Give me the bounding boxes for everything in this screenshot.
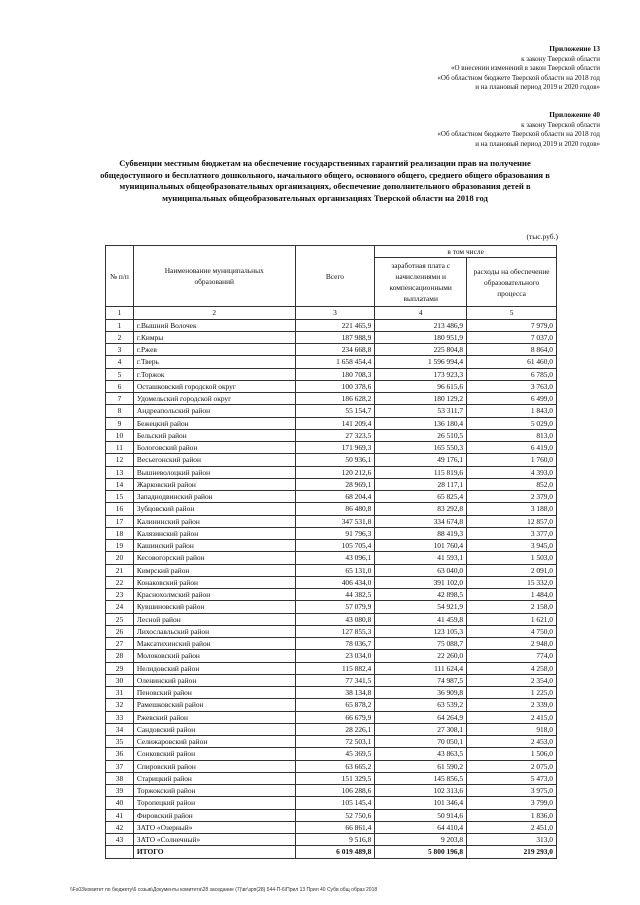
row-total: 186 628,2: [295, 393, 375, 405]
row-salary: 54 921,9: [375, 601, 467, 613]
appendix-line: «Об областном бюджете Тверской области на 2018 год: [437, 130, 600, 138]
row-total: 86 480,8: [295, 503, 375, 515]
appendix-13-header: [437, 44, 600, 93]
row-total: 105 145,4: [295, 797, 375, 809]
row-total: 27 323,5: [295, 429, 375, 441]
row-num: 26: [106, 625, 134, 637]
table-row: [106, 331, 557, 343]
row-expenses: 6 419,0: [467, 442, 557, 454]
row-total: 55 154,7: [295, 405, 375, 417]
file-path-footer: \\Fs03\комитет по бюджету\6 созыв\Документы комитета\28 заседание (7)\вг\зрп(28) 544-П-6\Прил 13 Прил 40 Субв общ образ 2018: [70, 887, 378, 893]
table-row: [106, 515, 557, 527]
table-row: [106, 429, 557, 441]
row-name: Кашинский район: [133, 540, 295, 552]
row-total: 100 378,6: [295, 380, 375, 392]
row-total: 57 079,9: [295, 601, 375, 613]
document-title: Субвенции местным бюджетам на обеспечение государственных гарантий реализации прав на получение общедоступного и бесплатного дошкольного, начального общего, основного общего, среднего общего образования в муниципальных общеобразовательных организациях, обеспечение дополнительного образования детей в муниципальных общеобразовательных организациях Тверской области на 2018 год: [100, 158, 550, 203]
row-num: 9: [106, 417, 134, 429]
row-num: 4: [106, 356, 134, 368]
row-num: 41: [106, 809, 134, 821]
row-total: 45 369,5: [295, 748, 375, 760]
table-row: [106, 503, 557, 515]
row-name: Селижаровский район: [133, 736, 295, 748]
row-name: Лихославльский район: [133, 625, 295, 637]
row-expenses: 2 075,0: [467, 760, 557, 772]
row-total: 28 969,1: [295, 478, 375, 490]
row-salary: 165 550,3: [375, 442, 467, 454]
table-row: [106, 601, 557, 613]
table-row: [106, 589, 557, 601]
row-expenses: 2 158,0: [467, 601, 557, 613]
row-salary: 225 804,8: [375, 344, 467, 356]
row-num: 29: [106, 662, 134, 674]
row-salary: 9 203,8: [375, 834, 467, 846]
row-total: 180 708,3: [295, 368, 375, 380]
table-row: [106, 785, 557, 797]
subsidies-table: [105, 245, 557, 859]
row-name: Осташковский городской округ: [133, 380, 295, 392]
row-total: 43 080,8: [295, 613, 375, 625]
table-row: [106, 417, 557, 429]
table-row: [106, 442, 557, 454]
row-name: Бельский район: [133, 429, 295, 441]
table-row: [106, 405, 557, 417]
row-expenses: 2 453,0: [467, 736, 557, 748]
table-row: [106, 834, 557, 846]
table-row: [106, 821, 557, 833]
total-total: 6 019 489,8: [295, 846, 375, 858]
row-salary: 96 615,6: [375, 380, 467, 392]
row-total: 23 034,0: [295, 650, 375, 662]
row-expenses: 2 354,0: [467, 674, 557, 686]
appendix-line: «Об областном бюджете Тверской области на 2018 год: [437, 73, 600, 82]
row-num: 18: [106, 527, 134, 539]
row-salary: 115 819,6: [375, 466, 467, 478]
row-salary: 70 050,1: [375, 736, 467, 748]
row-total: 187 988,9: [295, 331, 375, 343]
row-name: г.Торжок: [133, 368, 295, 380]
row-name: ЗАТО «Солнечный»: [133, 834, 295, 846]
row-expenses: 1 843,0: [467, 405, 557, 417]
row-expenses: 8 864,0: [467, 344, 557, 356]
row-name: г.Вышний Волочек: [133, 319, 295, 331]
row-name: Вышневолоцкий район: [133, 466, 295, 478]
row-expenses: 2 091,0: [467, 564, 557, 576]
row-salary: 123 105,3: [375, 625, 467, 637]
row-name: Спировский район: [133, 760, 295, 772]
row-salary: 334 674,8: [375, 515, 467, 527]
row-expenses: 4 393,0: [467, 466, 557, 478]
total-salary: 5 800 196,8: [375, 846, 467, 858]
row-num: 32: [106, 699, 134, 711]
row-name: Пеновский район: [133, 687, 295, 699]
table-row: [106, 552, 557, 564]
total-label: ИТОГО: [133, 846, 295, 858]
row-salary: 26 510,5: [375, 429, 467, 441]
row-name: Калязинский район: [133, 527, 295, 539]
row-num: 30: [106, 674, 134, 686]
row-num: 40: [106, 797, 134, 809]
row-total: 52 750,6: [295, 809, 375, 821]
row-expenses: 7 037,0: [467, 331, 557, 343]
table-row: [106, 674, 557, 686]
total-row: [106, 846, 557, 858]
table-row: [106, 772, 557, 784]
row-name: Андреапольский район: [133, 405, 295, 417]
row-total: 43 096,1: [295, 552, 375, 564]
row-num: 19: [106, 540, 134, 552]
row-name: Весьегонский район: [133, 454, 295, 466]
row-name: Оленинский район: [133, 674, 295, 686]
row-salary: 64 410,4: [375, 821, 467, 833]
row-salary: 61 590,2: [375, 760, 467, 772]
row-name: Зубцовский район: [133, 503, 295, 515]
row-name: Старицкий район: [133, 772, 295, 784]
table-row: [106, 625, 557, 637]
table-row: [106, 356, 557, 368]
row-expenses: 12 857,0: [467, 515, 557, 527]
row-num: 10: [106, 429, 134, 441]
row-salary: 173 923,3: [375, 368, 467, 380]
col-number: 5: [467, 307, 557, 319]
table-row: [106, 723, 557, 735]
row-total: 65 131,0: [295, 564, 375, 576]
row-salary: 27 308,1: [375, 723, 467, 735]
row-expenses: 15 332,0: [467, 576, 557, 588]
row-salary: 22 260,0: [375, 650, 467, 662]
row-name: Бологовский район: [133, 442, 295, 454]
row-num: 11: [106, 442, 134, 454]
table-row: [106, 466, 557, 478]
row-num: 22: [106, 576, 134, 588]
row-name: Лесной район: [133, 613, 295, 625]
appendix-line: и на плановый период 2019 и 2020 годов»: [475, 139, 600, 148]
row-name: Ржевский район: [133, 711, 295, 723]
col-number: 4: [375, 307, 467, 319]
row-salary: 391 102,0: [375, 576, 467, 588]
row-num: 24: [106, 601, 134, 613]
row-expenses: 1 760,0: [467, 454, 557, 466]
row-name: Нелидовский район: [133, 662, 295, 674]
row-num: 33: [106, 711, 134, 723]
table-row: [106, 576, 557, 588]
row-num: 37: [106, 760, 134, 772]
row-num: 13: [106, 466, 134, 478]
row-expenses: 313,0: [467, 834, 557, 846]
row-total: 66 679,9: [295, 711, 375, 723]
col-number: 2: [133, 307, 295, 319]
row-salary: 53 311,7: [375, 405, 467, 417]
row-total: 151 329,5: [295, 772, 375, 784]
col-number: 3: [295, 307, 375, 319]
row-num: 39: [106, 785, 134, 797]
row-total: 68 204,4: [295, 491, 375, 503]
row-num: 21: [106, 564, 134, 576]
row-expenses: 7 979,0: [467, 319, 557, 331]
table-row: [106, 344, 557, 356]
row-num: 2: [106, 331, 134, 343]
row-salary: 111 624,4: [375, 662, 467, 674]
row-num: 23: [106, 589, 134, 601]
row-total: 171 969,3: [295, 442, 375, 454]
row-total: 38 134,8: [295, 687, 375, 699]
row-num: 43: [106, 834, 134, 846]
row-total: 1 658 454,4: [295, 356, 375, 368]
row-num: 25: [106, 613, 134, 625]
table-row: [106, 527, 557, 539]
row-name: Максатихинский район: [133, 638, 295, 650]
row-total: 141 209,4: [295, 417, 375, 429]
row-total: 106 288,6: [295, 785, 375, 797]
row-total: 234 668,8: [295, 344, 375, 356]
row-total: 72 503,1: [295, 736, 375, 748]
row-total: 44 382,5: [295, 589, 375, 601]
appendix-40-header: [437, 110, 600, 149]
row-name: Рамешковский район: [133, 699, 295, 711]
row-name: Молоковский район: [133, 650, 295, 662]
appendix-line: «О внесении изменений в закон Тверской области: [450, 64, 600, 72]
row-num: 17: [106, 515, 134, 527]
table-row: [106, 368, 557, 380]
row-total: 65 878,2: [295, 699, 375, 711]
row-salary: 83 292,8: [375, 503, 467, 515]
row-expenses: 3 377,0: [467, 527, 557, 539]
row-name: г.Ржев: [133, 344, 295, 356]
table-row: [106, 638, 557, 650]
row-salary: 101 760,4: [375, 540, 467, 552]
units-label: (тыс.руб.): [526, 232, 558, 241]
row-num: 6: [106, 380, 134, 392]
table-row: [106, 393, 557, 405]
row-expenses: 918,0: [467, 723, 557, 735]
row-num: 7: [106, 393, 134, 405]
row-name: Кимрский район: [133, 564, 295, 576]
appendix-40-title: Приложение 40: [549, 110, 600, 119]
table-row: [106, 687, 557, 699]
row-expenses: 1 621,0: [467, 613, 557, 625]
row-total: 406 434,0: [295, 576, 375, 588]
table-row: [106, 711, 557, 723]
row-expenses: 1 506,0: [467, 748, 557, 760]
row-expenses: 6 499,0: [467, 393, 557, 405]
row-salary: 180 951,9: [375, 331, 467, 343]
row-salary: 180 129,2: [375, 393, 467, 405]
row-expenses: 1 503,0: [467, 552, 557, 564]
row-expenses: 1 836,0: [467, 809, 557, 821]
appendix-line: к закону Тверской области: [521, 54, 600, 63]
row-expenses: 1 484,0: [467, 589, 557, 601]
table-row: [106, 454, 557, 466]
header-name: Наименование муниципальных образований: [133, 246, 295, 307]
row-total: 91 796,3: [295, 527, 375, 539]
row-salary: 28 117,1: [375, 478, 467, 490]
row-salary: 41 459,8: [375, 613, 467, 625]
row-expenses: 2 415,0: [467, 711, 557, 723]
row-name: Западнодвинский район: [133, 491, 295, 503]
row-expenses: 3 945,0: [467, 540, 557, 552]
row-total: 78 036,7: [295, 638, 375, 650]
row-num: 8: [106, 405, 134, 417]
row-num: 38: [106, 772, 134, 784]
row-name: Жарковский район: [133, 478, 295, 490]
header-expenses: расходы на обеспечение образовательного процесса: [467, 258, 557, 307]
table-row: [106, 613, 557, 625]
table-row: [106, 760, 557, 772]
row-expenses: 6 785,0: [467, 368, 557, 380]
row-name: г.Кимры: [133, 331, 295, 343]
appendix-line: и на плановый период 2019 и 2020 годов»: [475, 83, 600, 91]
row-num: 12: [106, 454, 134, 466]
row-salary: 101 346,4: [375, 797, 467, 809]
row-num: 3: [106, 344, 134, 356]
row-name: Конаковский район: [133, 576, 295, 588]
header-salary: заработная плата с начислениями и компенсационными выплатами: [375, 258, 467, 307]
row-salary: 75 088,7: [375, 638, 467, 650]
table-row: [106, 650, 557, 662]
row-expenses: 4 750,0: [467, 625, 557, 637]
row-name: Бежецкий район: [133, 417, 295, 429]
row-num: 27: [106, 638, 134, 650]
row-total: 50 936,1: [295, 454, 375, 466]
table-row: [106, 736, 557, 748]
row-salary: 42 898,5: [375, 589, 467, 601]
row-num: 15: [106, 491, 134, 503]
table-row: [106, 540, 557, 552]
row-expenses: 2 339,0: [467, 699, 557, 711]
row-total: 127 855,3: [295, 625, 375, 637]
row-expenses: 3 763,0: [467, 380, 557, 392]
header-total: Всего: [295, 246, 375, 307]
row-name: Калининский район: [133, 515, 295, 527]
row-name: Удомельский городской округ: [133, 393, 295, 405]
row-total: 347 531,8: [295, 515, 375, 527]
total-num: [106, 846, 134, 858]
row-salary: 63 040,0: [375, 564, 467, 576]
row-expenses: 2 379,0: [467, 491, 557, 503]
row-expenses: 3 188,0: [467, 503, 557, 515]
row-total: 115 882,4: [295, 662, 375, 674]
table-row: [106, 491, 557, 503]
row-salary: 74 987,5: [375, 674, 467, 686]
row-expenses: 2 451,0: [467, 821, 557, 833]
row-name: Торжокский район: [133, 785, 295, 797]
row-salary: 145 856,5: [375, 772, 467, 784]
row-name: Кувшиновский район: [133, 601, 295, 613]
col-number: 1: [106, 307, 134, 319]
row-salary: 136 180,4: [375, 417, 467, 429]
row-name: ЗАТО «Озерный»: [133, 821, 295, 833]
row-total: 9 516,8: [295, 834, 375, 846]
row-salary: 63 539,2: [375, 699, 467, 711]
row-total: 77 341,5: [295, 674, 375, 686]
row-expenses: 1 225,0: [467, 687, 557, 699]
row-total: 63 665,2: [295, 760, 375, 772]
table-row: [106, 809, 557, 821]
row-salary: 65 825,4: [375, 491, 467, 503]
row-num: 28: [106, 650, 134, 662]
row-total: 120 212,6: [295, 466, 375, 478]
table-row: [106, 748, 557, 760]
row-expenses: 3 975,0: [467, 785, 557, 797]
row-num: 36: [106, 748, 134, 760]
row-num: 42: [106, 821, 134, 833]
row-expenses: 2 948,0: [467, 638, 557, 650]
row-total: 105 705,4: [295, 540, 375, 552]
row-num: 20: [106, 552, 134, 564]
row-salary: 49 176,1: [375, 454, 467, 466]
row-name: Сонковский район: [133, 748, 295, 760]
row-num: 35: [106, 736, 134, 748]
row-num: 16: [106, 503, 134, 515]
row-expenses: 5 029,0: [467, 417, 557, 429]
row-name: Кесовогорский район: [133, 552, 295, 564]
row-name: Краснохолмский район: [133, 589, 295, 601]
row-salary: 36 909,8: [375, 687, 467, 699]
row-name: г.Тверь: [133, 356, 295, 368]
total-expenses: 219 293,0: [467, 846, 557, 858]
appendix-13-title: Приложение 13: [549, 44, 600, 53]
table-row: [106, 380, 557, 392]
row-salary: 64 264,9: [375, 711, 467, 723]
row-expenses: 61 460,0: [467, 356, 557, 368]
row-salary: 1 596 994,4: [375, 356, 467, 368]
row-expenses: 852,0: [467, 478, 557, 490]
table-row: [106, 478, 557, 490]
row-salary: 41 593,1: [375, 552, 467, 564]
row-num: 31: [106, 687, 134, 699]
row-salary: 50 914,6: [375, 809, 467, 821]
row-salary: 43 863,5: [375, 748, 467, 760]
header-including: в том числе: [375, 246, 557, 258]
row-salary: 88 419,3: [375, 527, 467, 539]
row-num: 1: [106, 319, 134, 331]
table-row: [106, 319, 557, 331]
header-num: № п/п: [106, 246, 134, 307]
row-total: 28 226,1: [295, 723, 375, 735]
table-row: [106, 564, 557, 576]
row-num: 34: [106, 723, 134, 735]
table-row: [106, 797, 557, 809]
row-total: 66 861,4: [295, 821, 375, 833]
row-total: 221 465,9: [295, 319, 375, 331]
row-expenses: 3 799,0: [467, 797, 557, 809]
row-expenses: 5 473,0: [467, 772, 557, 784]
row-num: 14: [106, 478, 134, 490]
row-name: Сандовский район: [133, 723, 295, 735]
row-expenses: 4 258,0: [467, 662, 557, 674]
row-name: Торопецкий район: [133, 797, 295, 809]
table-row: [106, 662, 557, 674]
row-expenses: 813,0: [467, 429, 557, 441]
row-num: 5: [106, 368, 134, 380]
row-expenses: 774,0: [467, 650, 557, 662]
table-row: [106, 699, 557, 711]
appendix-line: к закону Тверской области: [521, 120, 600, 129]
row-salary: 102 313,6: [375, 785, 467, 797]
row-name: Фировский район: [133, 809, 295, 821]
row-salary: 213 486,9: [375, 319, 467, 331]
